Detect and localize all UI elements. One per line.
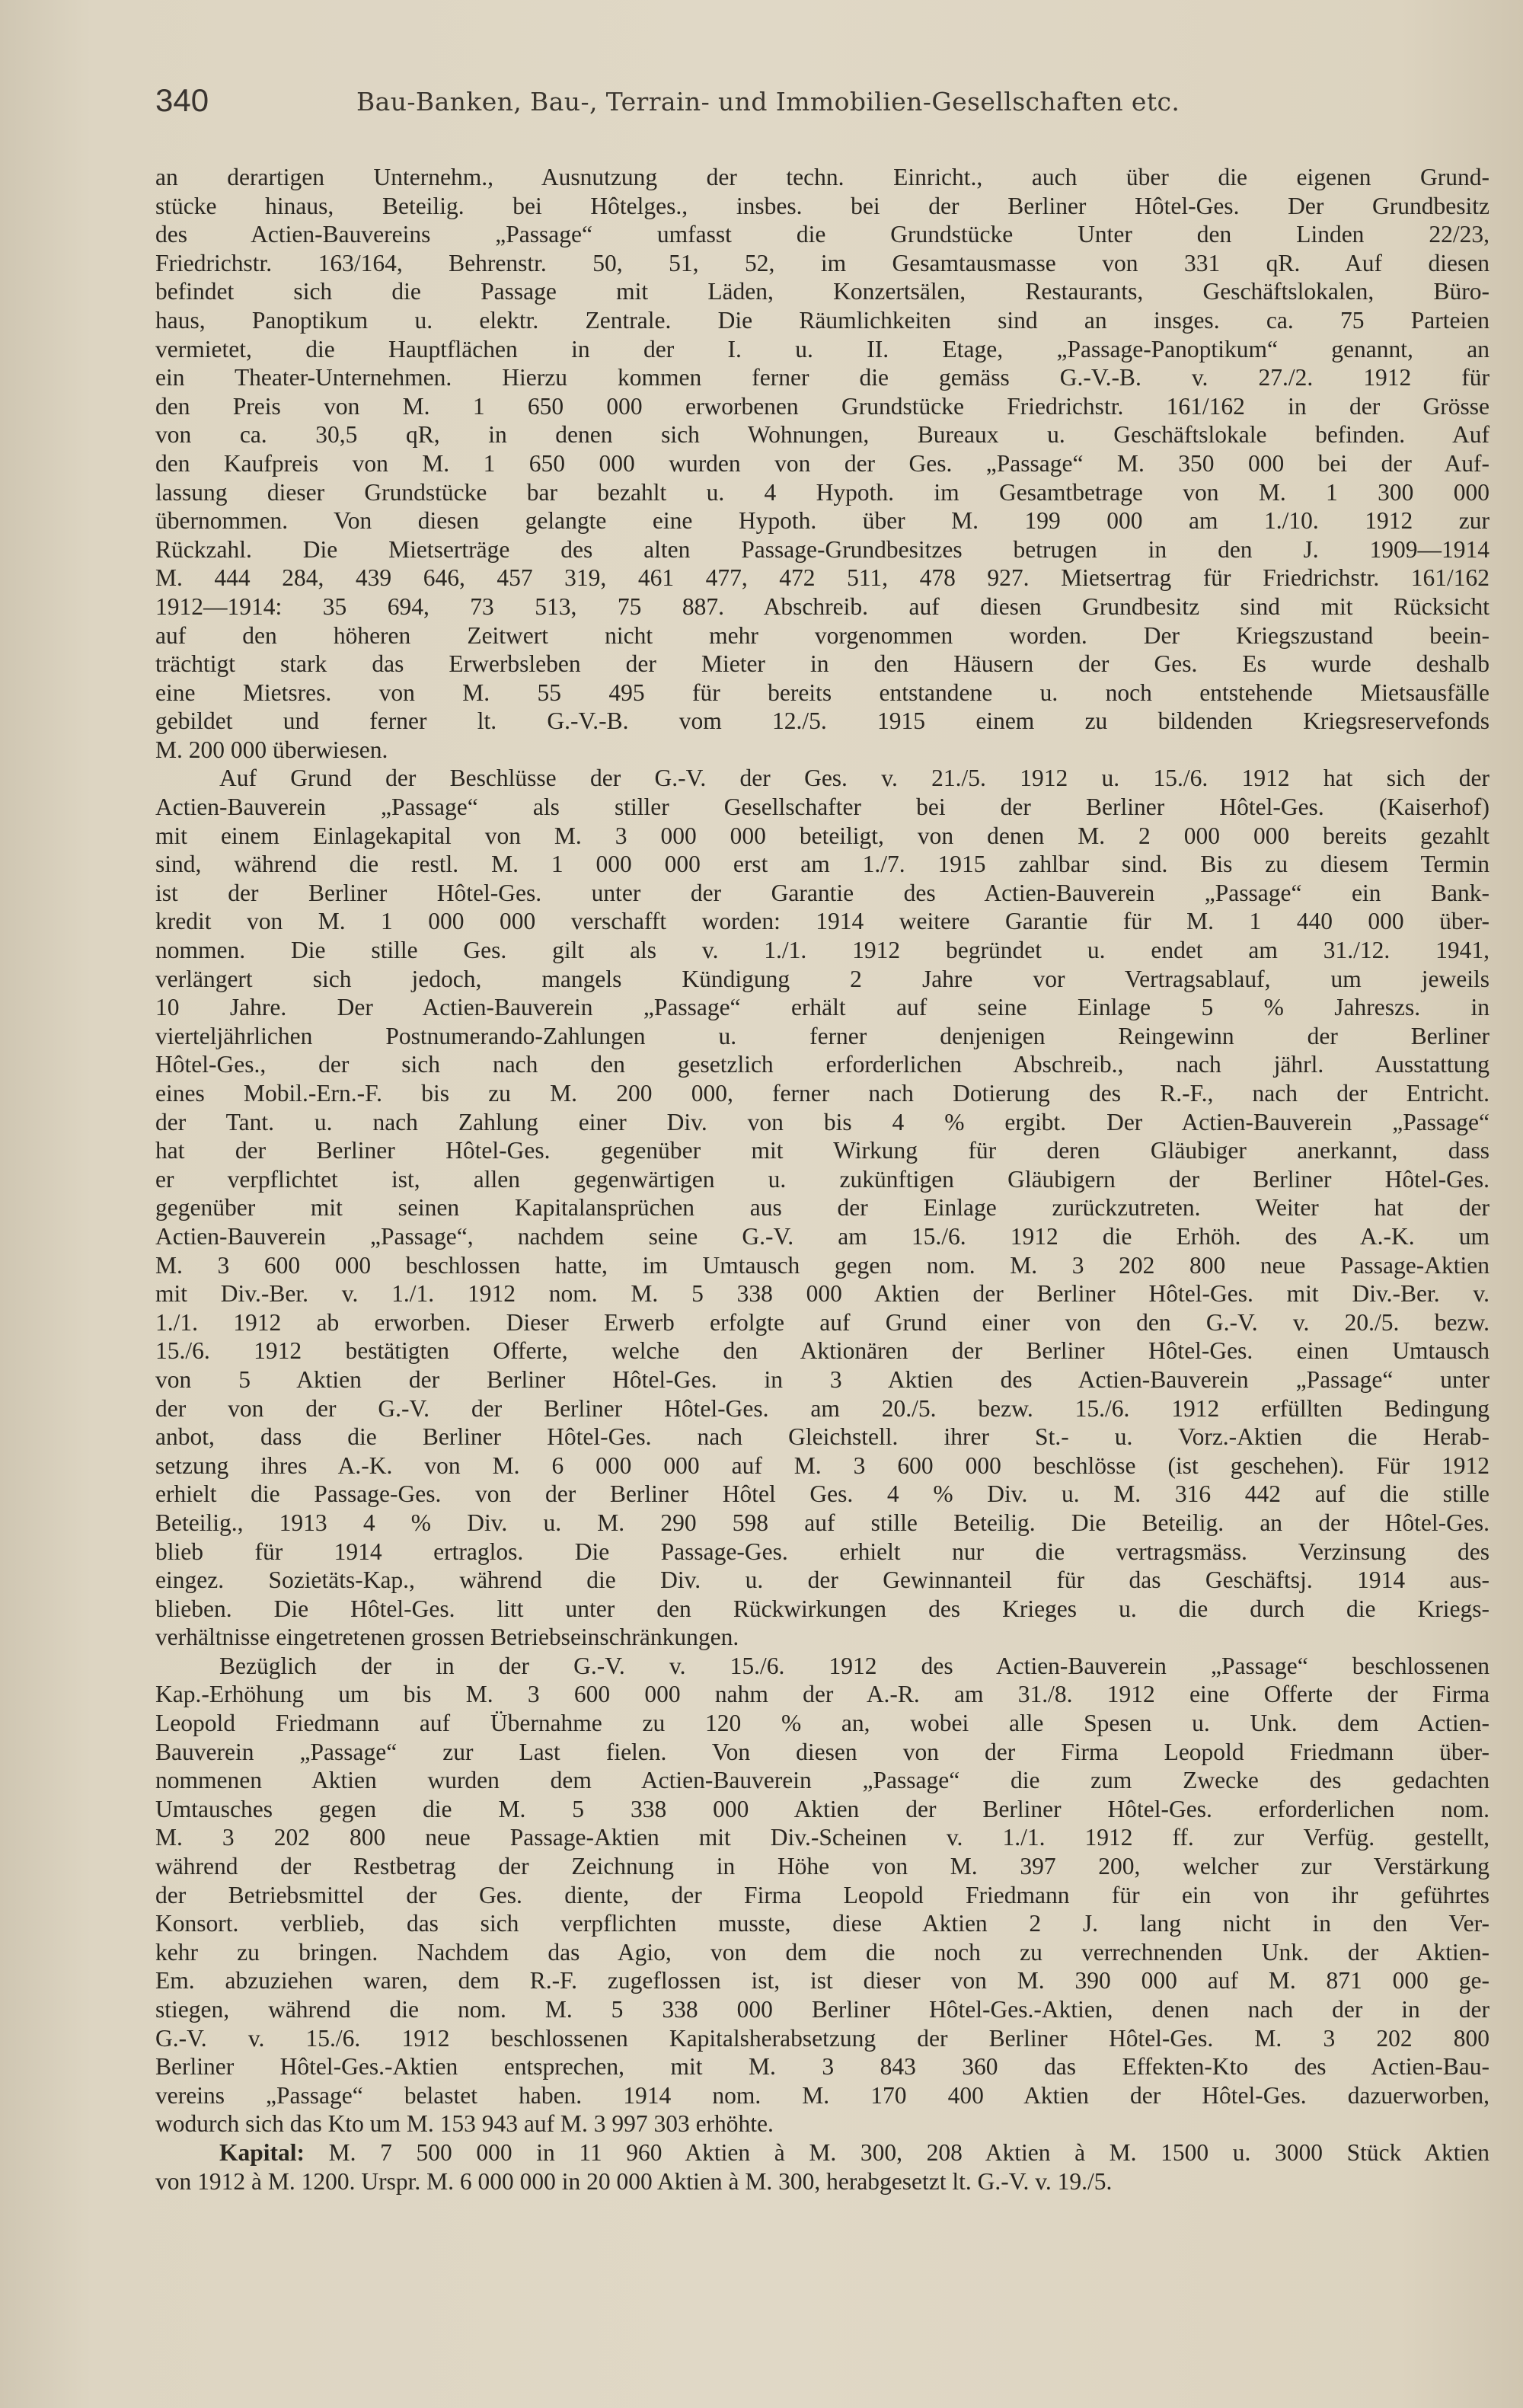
text-line: Kap.-Erhöhung um bis M. 3 600 000 nahm der A.-R. am 31./8. 1912 eine Offerte der Firma	[155, 1681, 1489, 1708]
text-line: anbot, dass die Berliner Hôtel-Ges. nach Gleichstell. ihrer St.- u. Vorz.-Aktien die Herab-	[155, 1423, 1489, 1451]
body-text	[155, 163, 1489, 2196]
text-line: eingez. Sozietäts-Kap., während die Div. u. der Gewinnanteil für das Geschäftsj. 1914 aus-	[155, 1566, 1489, 1594]
text-line: 15./6. 1912 bestätigten Offerte, welche den Aktionären der Berliner Hôtel-Ges. einen Umtausch	[155, 1337, 1489, 1365]
text-line: setzung ihres A.-K. von M. 6 000 000 auf M. 3 600 000 beschlösse (ist geschehen). Für 1912	[155, 1452, 1489, 1479]
kapital-line	[155, 2138, 1489, 2167]
text-line: 10 Jahre. Der Actien-Bauverein „Passage“ erhält auf seine Einlage 5 % Jahreszs. in	[155, 994, 1489, 1021]
text-line: den Preis von M. 1 650 000 erworbenen Grundstücke Friedrichstr. 161/162 in der Grösse	[155, 392, 1489, 420]
text-line: Auf Grund der Beschlüsse der G.-V. der Ges. v. 21./5. 1912 u. 15./6. 1912 hat sich der	[219, 765, 1489, 792]
text-line: mit Div.-Ber. v. 1./1. 1912 nom. M. 5 338 000 Aktien der Berliner Hôtel-Ges. mit Div.-Ber. v.	[155, 1280, 1489, 1308]
text-line: Em. abzuziehen waren, dem R.-F. zugeflossen ist, ist dieser von M. 390 000 auf M. 871 000 ge-	[155, 1967, 1489, 1994]
text-line: Actien-Bauverein „Passage“, nachdem seine G.-V. am 15./6. 1912 die Erhöh. des A.-K. um	[155, 1222, 1489, 1250]
text-line: M. 3 600 000 beschlossen hatte, im Umtausch gegen nom. M. 3 202 800 neue Passage-Aktien	[155, 1251, 1489, 1279]
text-line: auf den höheren Zeitwert nicht mehr vorgenommen worden. Der Kriegszustand beein-	[155, 621, 1489, 649]
text-line: Konsort. verblieb, das sich verpflichten musste, diese Aktien 2 J. lang nicht in den Ver-	[155, 1910, 1489, 1937]
text-line: verlängert sich jedoch, mangels Kündigung 2 Jahre vor Vertragsablauf, um jeweils	[155, 965, 1489, 992]
text-line: Friedrichstr. 163/164, Behrenstr. 50, 51, 52, im Gesamtausmasse von 331 qR. Auf diesen	[155, 249, 1489, 276]
text-line: von 5 Aktien der Berliner Hôtel-Ges. in 3 Aktien des Actien-Bauverein „Passage“ unter	[155, 1365, 1489, 1393]
text-line: Umtausches gegen die M. 5 338 000 Aktien der Berliner Hôtel-Ges. erforderlichen nom.	[155, 1795, 1489, 1822]
text-line: gegenüber mit seinen Kapitalansprüchen aus der Einlage zurückzutreten. Weiter hat der	[155, 1194, 1489, 1222]
text-line: trächtigt stark das Erwerbsleben der Mieter in den Häusern der Ges. Es wurde deshalb	[155, 650, 1489, 678]
text-line: ein Theater-Unternehmen. Hierzu kommen ferner die gemäss G.-V.-B. v. 27./2. 1912 für	[155, 364, 1489, 391]
text-line: kredit von M. 1 000 000 verschafft worden: 1914 weitere Garantie für M. 1 440 000 über-	[155, 908, 1489, 935]
text-line: eine Mietsres. von M. 55 495 für bereits entstandene u. noch entstehende Mietsausfälle	[155, 679, 1489, 706]
text-line: ist der Berliner Hôtel-Ges. unter der Garantie des Actien-Bauverein „Passage“ ein Bank-	[155, 879, 1489, 906]
text-line: verhältnisse eingetretenen grossen Betriebseinschränkungen.	[155, 1624, 739, 1651]
text-line: an derartigen Unternehm., Ausnutzung der techn. Einricht., auch über die eigenen Grund-	[155, 164, 1489, 190]
text-line: der Betriebsmittel der Ges. diente, der Firma Leopold Friedmann für ein von ihr geführtes	[155, 1881, 1489, 1908]
text-line: übernommen. Von diesen gelangte eine Hypoth. über M. 199 000 am 1./10. 1912 zur	[155, 507, 1489, 535]
text-line: eines Mobil.-Ern.-F. bis zu M. 200 000, ferner nach Dotierung des R.-F., nach der Entricht.	[155, 1080, 1489, 1107]
text-line: M. 444 284, 439 646, 457 319, 461 477, 472 511, 478 927. Mietsertrag für Friedrichstr. 161/162	[155, 564, 1489, 592]
text-line: 1./1. 1912 ab erworben. Dieser Erwerb erfolgte auf Grund einer von den G.-V. v. 20./5. bezw.	[155, 1308, 1489, 1336]
text-line: Beteilig., 1913 4 % Div. u. M. 290 598 auf stille Beteilig. Die Beteilig. an der Hôtel-Ges.	[155, 1509, 1489, 1536]
text-line: vermietet, die Hauptflächen in der I. u. II. Etage, „Passage-Panoptikum“ genannt, an	[155, 335, 1489, 362]
page-header	[155, 82, 1496, 136]
text-line: vereins „Passage“ belastet haben. 1914 nom. M. 170 400 Aktien der Hôtel-Ges. dazuerworben,	[155, 2081, 1489, 2109]
text-line: der Tant. u. nach Zahlung einer Div. von bis 4 % ergibt. Der Actien-Bauverein „Passage“	[155, 1108, 1489, 1135]
text-line: gebildet und ferner lt. G.-V.-B. vom 12./5. 1915 einem zu bildenden Kriegsreservefonds	[155, 707, 1489, 735]
kapital-line-2: von 1912 à M. 1200. Urspr. M. 6 000 000 in 20 000 Aktien à M. 300, herabgesetzt lt. G.-V. v. 19./5.	[155, 2167, 1113, 2195]
text-line: stücke hinaus, Beteilig. bei Hôtelges., insbes. bei der Berliner Hôtel-Ges. Der Grundbesitz	[155, 192, 1489, 219]
text-line: blieb für 1914 ertraglos. Die Passage-Ges. erhielt nur die vertragsmäss. Verzinsung des	[155, 1538, 1489, 1565]
text-line: des Actien-Bauvereins „Passage“ umfasst die Grundstücke Unter den Linden 22/23,	[155, 221, 1489, 248]
text-line: haus, Panoptikum u. elektr. Zentrale. Die Räumlichkeiten sind an insges. ca. 75 Parteien	[155, 306, 1489, 334]
text-line: Hôtel-Ges., der sich nach den gesetzlich erforderlichen Abschreib., nach jährl. Ausstattung	[155, 1051, 1489, 1078]
text-line: sind, während die restl. M. 1 000 000 erst am 1./7. 1915 zahlbar sind. Bis zu diesem Termin	[155, 851, 1489, 878]
text-line: Bauverein „Passage“ zur Last fielen. Von diesen von der Firma Leopold Friedmann über-	[155, 1738, 1489, 1765]
text-line: wodurch sich das Kto um M. 153 943 auf M. 3 997 303 erhöhte.	[155, 2110, 774, 2138]
text-line: M. 3 202 800 neue Passage-Aktien mit Div.-Scheinen v. 1./1. 1912 ff. zur Verfüg. gestellt,	[155, 1824, 1489, 1851]
text-line: erhielt die Passage-Ges. von der Berliner Hôtel Ges. 4 % Div. u. M. 316 442 auf die stille	[155, 1480, 1489, 1508]
text-line: G.-V. v. 15./6. 1912 beschlossenen Kapitalsherabsetzung der Berliner Hôtel-Ges. M. 3 202 800	[155, 2024, 1489, 2052]
text-line: Leopold Friedmann auf Übernahme zu 120 % an, wobei alle Spesen u. Unk. dem Actien-	[155, 1710, 1489, 1737]
text-line: M. 200 000 überwiesen.	[155, 736, 388, 763]
text-line: während der Restbetrag der Zeichnung in Höhe von M. 397 200, welcher zur Verstärkung	[155, 1853, 1489, 1880]
text-line: blieben. Die Hôtel-Ges. litt unter den Rückwirkungen des Krieges u. die durch die Kriegs-	[155, 1595, 1489, 1622]
text-line: er verpflichtet ist, allen gegenwärtigen u. zukünftigen Gläubigern der Berliner Hôtel-Ges.	[155, 1165, 1489, 1193]
text-line: lassung dieser Grundstücke bar bezahlt u. 4 Hypoth. im Gesamtbetrage von M. 1 300 000	[155, 478, 1489, 506]
running-title: Bau-Banken, Bau-, Terrain- und Immobilien-Gesellschaften etc.	[356, 87, 1180, 117]
page-number: 340	[155, 82, 209, 118]
text-line: von ca. 30,5 qR, in denen sich Wohnungen, Bureaux u. Geschäftslokale befinden. Auf	[155, 421, 1489, 449]
kapital-text: M. 7 500 000 in 11 960 Aktien à M. 300, 208 Aktien à M. 1500 u. 3000 Stück Aktien	[328, 2138, 1490, 2166]
text-line: Bezüglich der in der G.-V. v. 15./6. 1912 des Actien-Bauverein „Passage“ beschlossenen	[219, 1652, 1489, 1679]
text-line: nommenen Aktien wurden dem Actien-Bauverein „Passage“ die zum Zwecke des gedachten	[155, 1767, 1489, 1794]
text-line: befindet sich die Passage mit Läden, Konzertsälen, Restaurants, Geschäftslokalen, Büro-	[155, 278, 1489, 305]
text-line: Berliner Hôtel-Ges.-Aktien entsprechen, mit M. 3 843 360 das Effekten-Kto des Actien-Bau-	[155, 2053, 1489, 2081]
text-line: nommen. Die stille Ges. gilt als v. 1./1. 1912 begründet u. endet am 31./12. 1941,	[155, 937, 1489, 964]
text-line: stiegen, während die nom. M. 5 338 000 Berliner Hôtel-Ges.-Aktien, denen nach der in der	[155, 1996, 1489, 2023]
text-line: vierteljährlichen Postnumerando-Zahlungen u. ferner denjenigen Reingewinn der Berliner	[155, 1022, 1489, 1049]
text-line: Actien-Bauverein „Passage“ als stiller Gesellschafter bei der Berliner Hôtel-Ges. (Kaiserhof)	[155, 794, 1489, 821]
text-line: 1912—1914: 35 694, 73 513, 75 887. Abschreib. auf diesen Grundbesitz sind mit Rücksicht	[155, 592, 1489, 620]
text-line: der von der G.-V. der Berliner Hôtel-Ges. am 20./5. bezw. 15./6. 1912 erfüllten Bedingung	[155, 1394, 1489, 1422]
text-line: kehr zu bringen. Nachdem das Agio, von dem die noch zu verrechnenden Unk. der Aktien-	[155, 1938, 1489, 1966]
kapital-label: Kapital:	[219, 2138, 305, 2166]
text-line: Rückzahl. Die Mietserträge des alten Passage-Grundbesitzes betrugen in den J. 1909—1914	[155, 535, 1489, 563]
text-line: den Kaufpreis von M. 1 650 000 wurden von der Ges. „Passage“ M. 350 000 bei der Auf-	[155, 449, 1489, 477]
text-line: mit einem Einlagekapital von M. 3 000 000 beteiligt, von denen M. 2 000 000 bereits gezahlt	[155, 822, 1489, 849]
text-line: hat der Berliner Hôtel-Ges. gegenüber mit Wirkung für deren Gläubiger anerkannt, dass	[155, 1137, 1489, 1164]
